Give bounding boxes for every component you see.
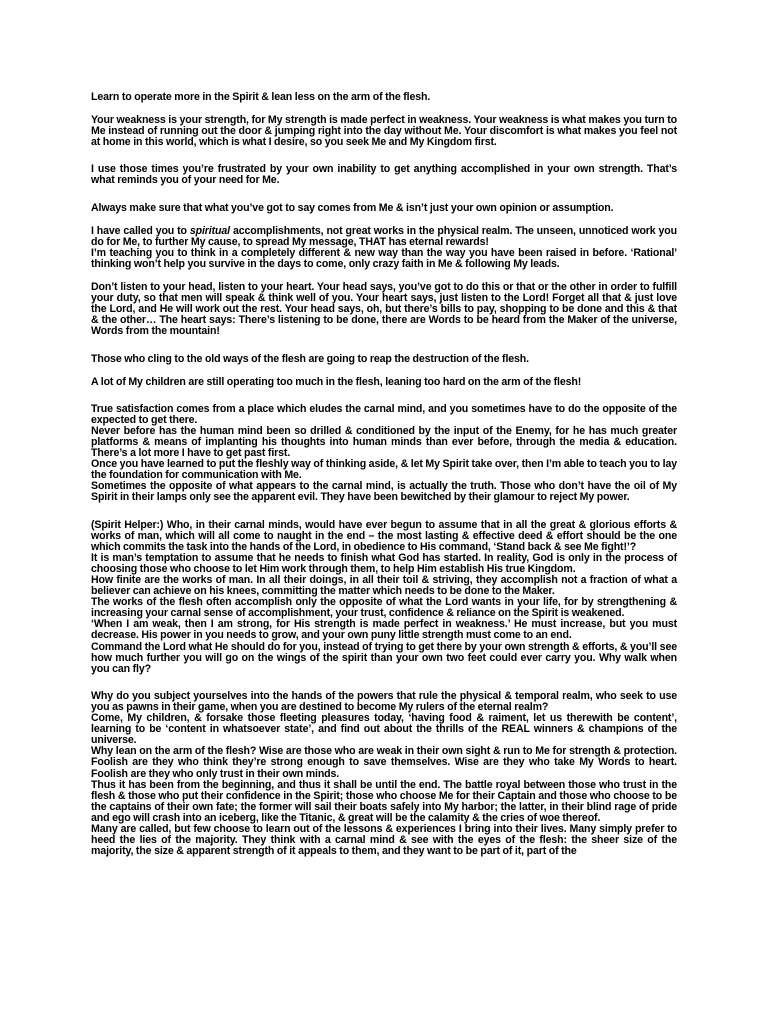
paragraph-4: Always make sure that what you’ve got to say comes from Me & isn’t just your own opinion or assumption. bbox=[91, 201, 614, 214]
paragraph-23: Thus it has been from the beginning, and thus it shall be until the end. The battle royal between those who trust in the flesh & those who put their confidence in the Spirit; those who choose Me for their Captain and those who choose to be the captains of their own fate; the former will sail their boats safely into My harbor; the latter, in their blind rage of pride and ego will crash into an iceberg, like the Titanic, & great will be the calamity & the cries of woe thereof. bbox=[91, 778, 677, 824]
paragraph-14: (Spirit Helper:) Who, in their carnal minds, would have ever begun to assume that in all the great & glorious efforts & works of man, which will all come to naught in the end – the most lasting & effective deed & effort should be the one which commits the task into the hands of the Lord, in obedience to His command, ‘Stand back & see Me fight!’? bbox=[91, 518, 677, 553]
paragraph-9: A lot of My children are still operating too much in the flesh, leaning too hard on the arm of the flesh! bbox=[91, 375, 582, 388]
paragraph-2: Your weakness is your strength, for My strength is made perfect in weakness. Your weakness is what makes you turn to Me instead of running out the door & jumping right into the day without Me. Your discomfort is what makes you feel not at home in this world, which is what I desire, so you seek Me and My Kingdom first. bbox=[91, 114, 677, 149]
paragraph-7: Don’t listen to your head, listen to your heart. Your head says, you’ve got to do this or that or the other in order to fulfill your duty, so that men will speak & think well of you. Your heart says, just listen to the Lord! Forget all that & just love the Lord, and He will work out the rest. Your head says, oh, but there’s bills to pay, shopping to be done and this & that & the other… The heart says: There’s listening to be done, there are Words to be heard from the Maker of the universe, Words from the mountain! bbox=[91, 281, 677, 338]
paragraph-5-emphasis: spiritual bbox=[189, 224, 230, 237]
paragraph-19: Command the Lord what He should do for you, instead of trying to get there by your own strength & efforts, & you’ll see how much further you will go on the wings of the spirit than your own two feet could ever carry you. Why walk when you can fly? bbox=[91, 640, 677, 675]
paragraph-1: Learn to operate more in the Spirit & lean less on the arm of the flesh. bbox=[91, 91, 431, 103]
paragraph-3: I use those times you’re frustrated by your own inability to get anything accomplished in your own strength. That’s what reminds you of your need for Me. bbox=[91, 163, 677, 187]
paragraph-5 bbox=[91, 226, 677, 248]
paragraph-8: Those who cling to the old ways of the flesh are going to reap the destruction of the flesh. bbox=[91, 352, 529, 365]
paragraph-5-end: accomplishments, not great works in the physical realm. The unseen, unnoticed work you do for Me, to further My cause, to spread My message, THAT has eternal rewards! bbox=[91, 224, 678, 248]
paragraph-16: How finite are the works of man. In all their doings, in all their toil & striving, they accomplish not a fraction of what a believer can achieve on his knees, committing the matter which needs to be done to the Maker. bbox=[91, 574, 677, 598]
paragraph-6: I’m teaching you to think in a completely different & new way than the way you have been raised in before. ‘Rational’ thinking won’t help you survive in the days to come, only crazy faith in Me & following My leads. bbox=[91, 246, 677, 270]
paragraph-20: Why do you subject yourselves into the hands of the powers that rule the physical & temporal realm, who seek to use you as pawns in their game, when you are destined to become My rulers of the eternal realm? bbox=[91, 689, 677, 713]
paragraph-13: Sometimes the opposite of what appears to the carnal mind, is actually the truth. Those who don’t have the oil of My Spirit in their lamps only see the apparent evil. They have been bewitched by their glamour to reject My power. bbox=[91, 480, 677, 504]
paragraph-11: Never before has the human mind been so drilled & conditioned by the input of the Enemy, for he has much greater platforms & means of implanting his thoughts into human minds than ever before, through the media & education. There’s a lot more I have to get past first. bbox=[91, 424, 677, 460]
paragraph-5-start: I have called you to bbox=[91, 224, 187, 237]
paragraph-22: Why lean on the arm of the flesh? Wise are those who are weak in their own sight & run to Me for strength & protection. Foolish are they who think they’re strong enough to save themselves. Wise are they who take My Words to heart. Foolish are they who only trust in their own minds. bbox=[91, 745, 677, 780]
paragraph-24: Many are called, but few choose to learn out of the lessons & experiences I bring into their lives. Many simply prefer to heed the lies of the majority. They think with a carnal mind & see with the eyes of the flesh: the sheer size of the majority, the size & apparent strength of it appeals to them, and they want to be part of it, part of the bbox=[91, 822, 677, 858]
paragraph-18: ‘When I am weak, then I am strong, for His strength is made perfect in weakness.’ He must increase, but you must decrease. His power in you needs to grow, and your own puny little strength must come to an end. bbox=[91, 618, 677, 642]
paragraph-17: The works of the flesh often accomplish only the opposite of what the Lord wants in your life, for by strengthening & increasing your carnal sense of accomplishment, your trust, confidence & reliance on the Spirit is weakened. bbox=[91, 596, 677, 620]
paragraph-12: Once you have learned to put the fleshly way of thinking aside, & let My Spirit take over, then I’m able to teach you to lay the foundation for communication with Me. bbox=[91, 458, 677, 482]
paragraph-15: It is man’s temptation to assume that he needs to finish what God has started. In reality, God is only in the process of choosing those who choose to let Him work through them, to help Him establish His true Kingdom. bbox=[91, 551, 677, 575]
paragraph-10: True satisfaction comes from a place which eludes the carnal mind, and you sometimes have to do the opposite of the expected to get there. bbox=[91, 402, 677, 426]
paragraph-21: Come, My children, & forsake those fleeting pleasures today, ‘having food & raiment, let us therewith be content’, learning to be ‘content in whatsoever state’, and find out about the thrills of the REAL winners & champions of the universe. bbox=[91, 712, 677, 747]
